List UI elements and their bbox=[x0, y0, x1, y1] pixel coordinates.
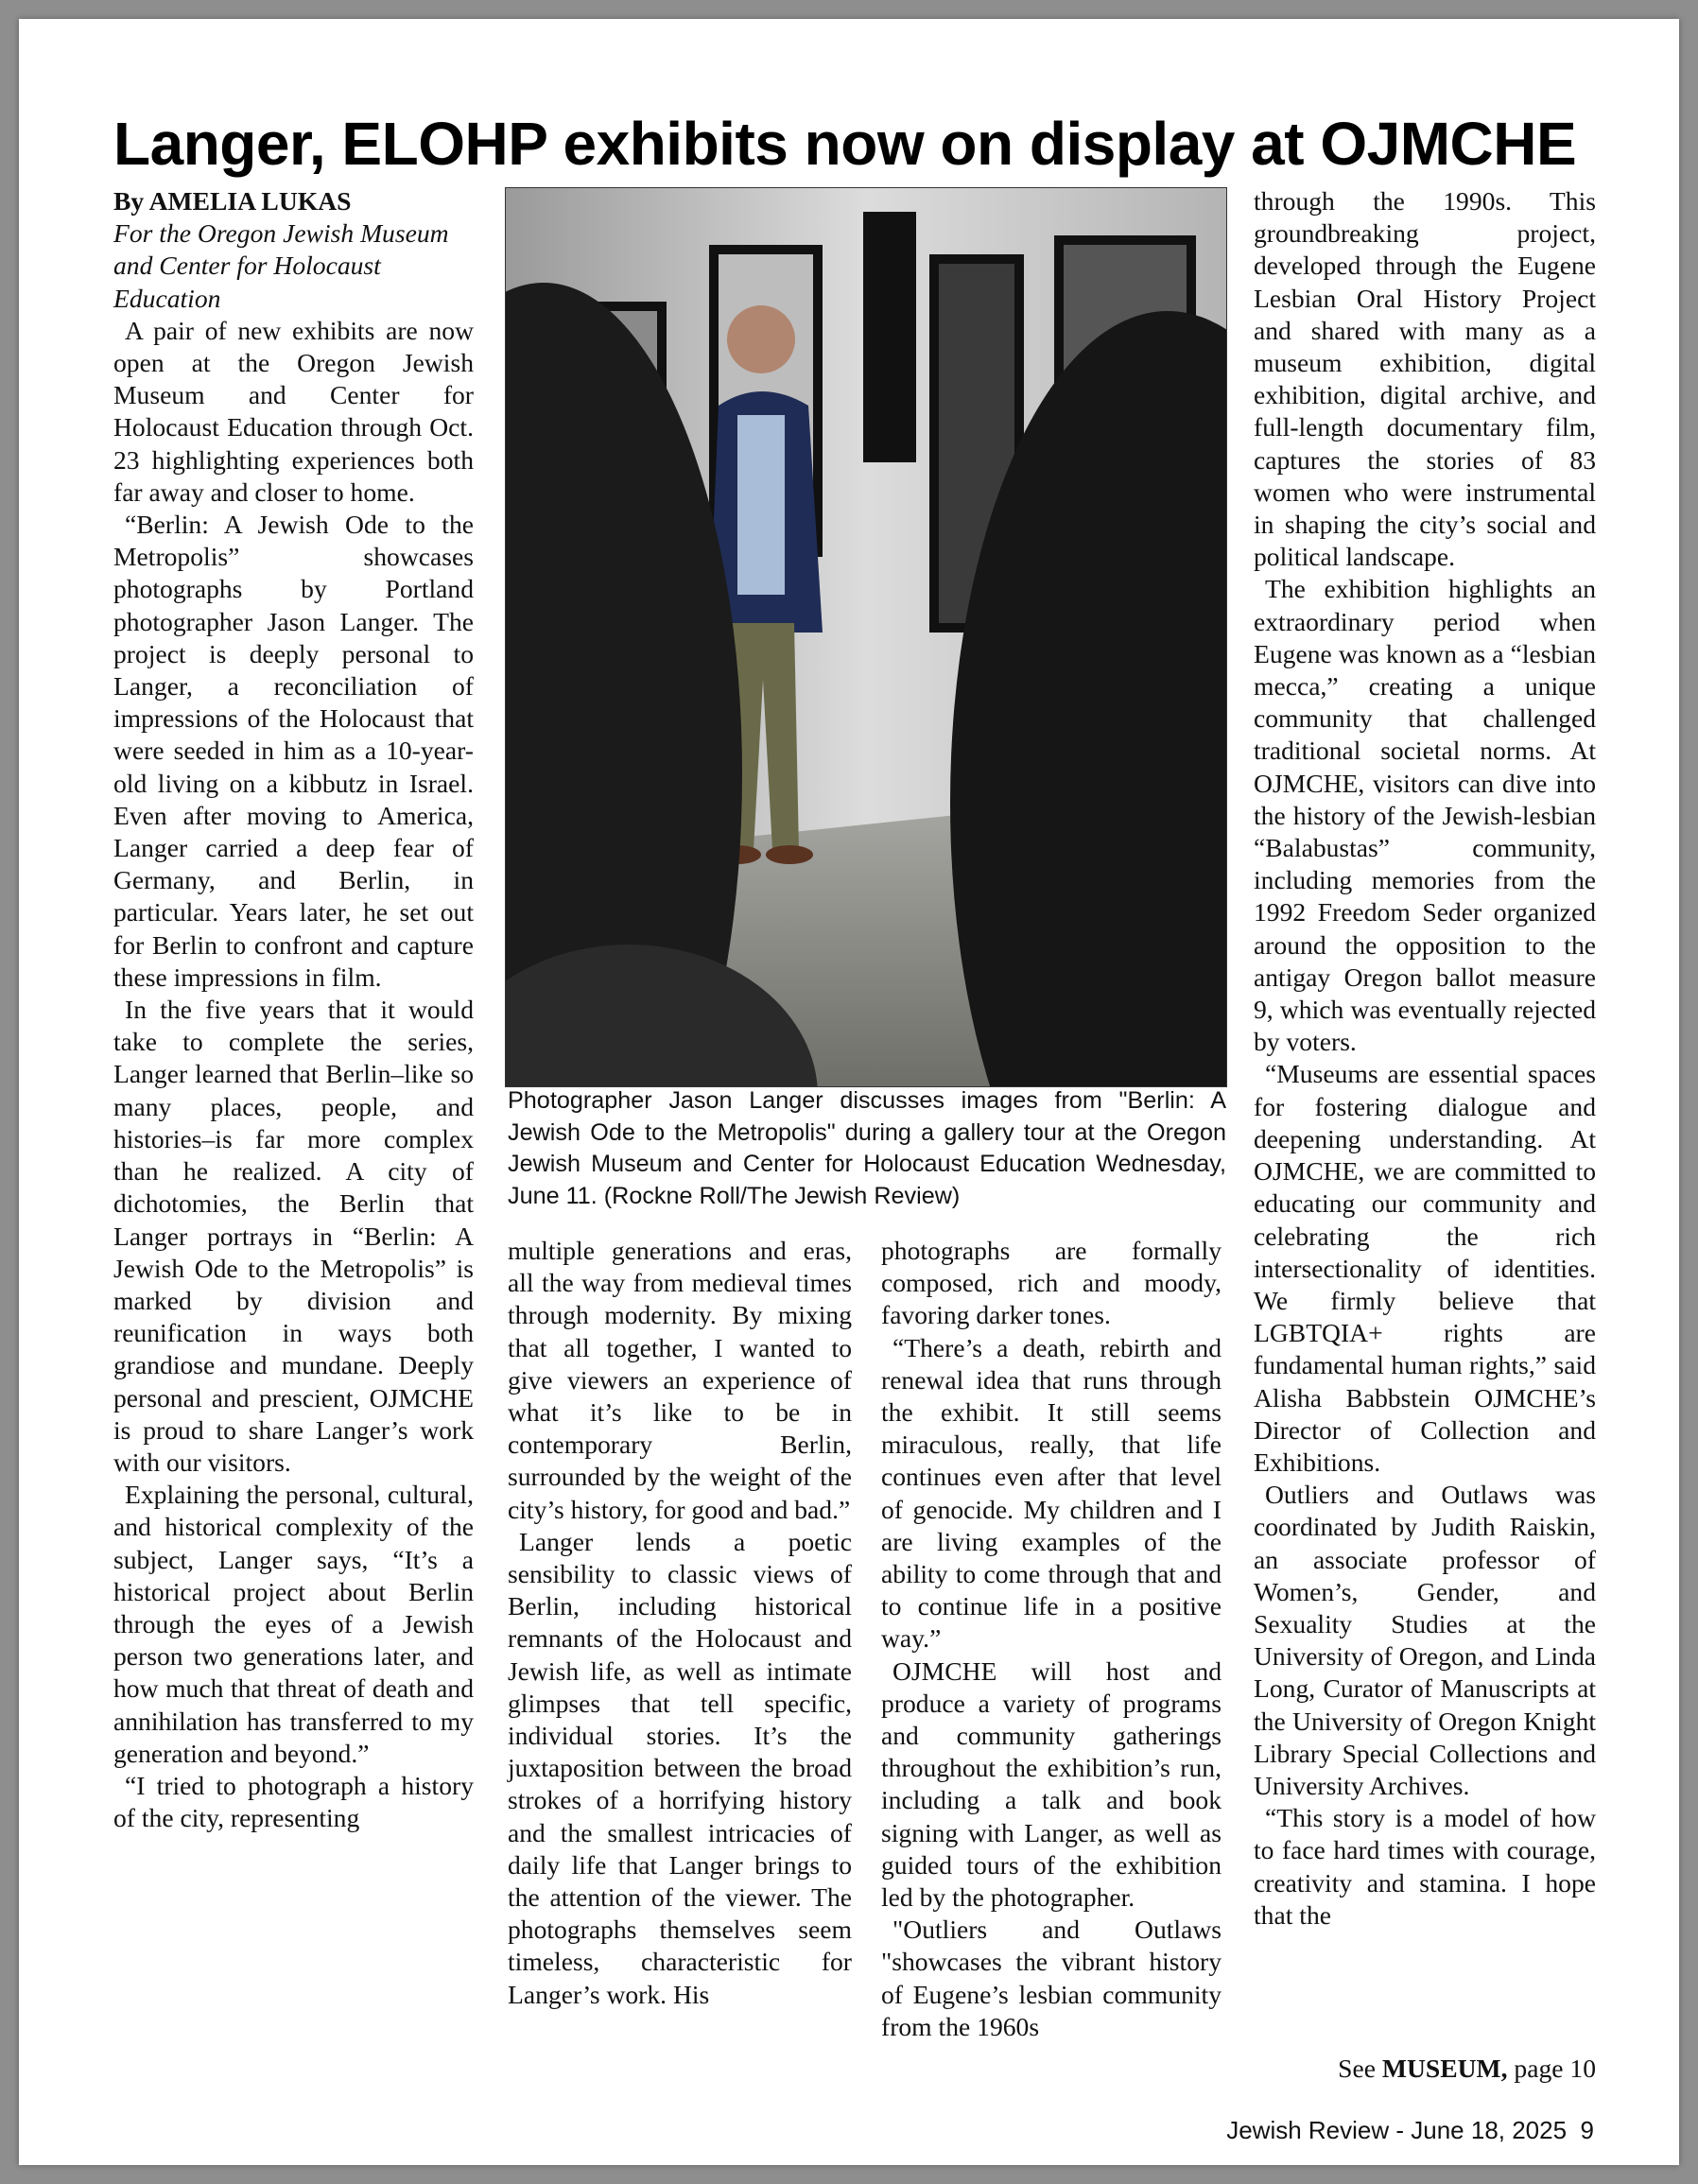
article-paragraph: “I tried to photograph a history of the city, representing bbox=[113, 1770, 474, 1833]
footer-publication-date: Jewish Review - June 18, 2025 bbox=[1226, 2116, 1568, 2144]
article-paragraph: “Berlin: A Jewish Ode to the Metropolis” showcases photographs by Portland photographer Jason Langer. The project is deeply personal to Langer, a reconciliation of impressions of the Holocaust that were seeded in him as a 10-year-old living on a kibbutz in Israel. Even after moving to America, Langer carried a deep fear of Germany, and Berlin, in particular. Years later, he set out for Berlin to confront and capture these impressions in film. bbox=[113, 510, 474, 992]
article-paragraph: through the 1990s. This groundbreaking project, developed through the Eugene Lesbian Oral History Project and shared with many as a museum exhibition, digital exhibition, digital archive, and full-length documentary film, captures the stories of 83 women who were instrumental in shaping the city’s social and political landscape. bbox=[1254, 186, 1596, 572]
article-paragraph: photographs are formally composed, rich and moody, favoring darker tones. bbox=[881, 1236, 1222, 1330]
continuation-prefix: See bbox=[1338, 2054, 1376, 2083]
gallery-photo-illustration bbox=[506, 188, 1226, 1086]
article-column-1 bbox=[113, 185, 474, 1834]
byline-author: AMELIA LUKAS bbox=[148, 186, 352, 216]
article-paragraph: "Outliers and Outlaws "showcases the vibrant history of Eugene’s lesbian community from the 1960s bbox=[881, 1915, 1222, 2041]
article-paragraph: A pair of new exhibits are now open at the Oregon Jewish Museum and Center for Holocaust Education through Oct. 23 highlighting experiences both far away and closer to home. bbox=[113, 315, 474, 507]
gallery-photo bbox=[505, 187, 1227, 1087]
article-paragraph: The exhibition highlights an extraordinary period when Eugene was known as a “lesbian mecca,” creating a unique community that challenged traditional societal norms. At OJMCHE, visitors can dive into the history of the Jewish-lesbian “Balabustas” community, including memories from the 1992 Freedom Seder organized around the opposition to the antigay Oregon ballot measure 9, which was eventually rejected by voters. bbox=[1254, 574, 1596, 1057]
photo-caption: Photographer Jason Langer discusses images from "Berlin: A Jewish Ode to the Metropolis" during a gallery tour at the Oregon Jewish Museum and Center for Holocaust Education Wednesday, June 11. (Rockne Roll/The Jewish Review) bbox=[508, 1087, 1226, 1209]
article-paragraph: In the five years that it would take to complete the series, Langer learned that Berlin–like so many places, people, and histories–is far more complex than he realized. A city of dichotomies, the Berlin that Langer portrays in “Berlin: A Jewish Ode to the Metropolis” is marked by division and reunification in ways both grandiose and mundane. Deeply personal and prescient, OJMCHE is proud to share Langer’s work with our visitors. bbox=[113, 995, 474, 1477]
article-column-2 bbox=[508, 1235, 852, 2011]
continuation-target: MUSEUM, bbox=[1381, 2054, 1508, 2083]
article-paragraph: “There’s a death, rebirth and renewal idea that runs through the exhibit. It still seems miraculous, really, that life continues even after that level of genocide. My children and I are living examples of the ability to come through that and to continue life in a positive way.” bbox=[881, 1332, 1222, 1654]
continuation-jump bbox=[1338, 2054, 1596, 2084]
article-paragraph: multiple generations and eras, all the way from medieval times through modernity. By mixing that all together, I wanted to give viewers an experience of what it’s like to be in contemporary Berlin, surrounded by the weight of the city’s history, for good and bad.” bbox=[508, 1236, 852, 1524]
article-paragraph: “Museums are essential spaces for fostering dialogue and deepening understanding. At OJMCHE, we are committed to educating our community and celebrating the rich intersectionality of identities. We firmly believe that LGBTQIA+ rights are fundamental human rights,” said Alisha Babbstein OJMCHE’s Director of Collection and Exhibitions. bbox=[1254, 1059, 1596, 1477]
continuation-page: page 10 bbox=[1514, 2054, 1596, 2083]
article-paragraph: Langer lends a poetic sensibility to classic views of Berlin, including historical remnants of the Holocaust and Jewish life, as well as intimate glimpses that tell specific, individual stories. It’s the juxtaposition between the broad strokes of a horrifying history and the smallest intricacies of daily life that Langer brings to the attention of the viewer. The photographs themselves seem timeless, characteristic for Langer’s work. His bbox=[508, 1526, 852, 2009]
page-footer bbox=[1226, 2116, 1594, 2145]
article-paragraph: “This story is a model of how to face hard times with courage, creativity and stamina. I hope that the bbox=[1254, 1803, 1596, 1930]
article-column-3 bbox=[881, 1235, 1222, 2043]
newspaper-page bbox=[19, 19, 1679, 2165]
headline: Langer, ELOHP exhibits now on display at OJMCHE bbox=[113, 110, 1577, 178]
footer-page-number: 9 bbox=[1580, 2116, 1594, 2144]
article-paragraph: OJMCHE will host and produce a variety of programs and community gatherings throughout the exhibition’s run, including a talk and book signing with Langer, as well as guided tours of the exhibition led by the photographer. bbox=[881, 1655, 1222, 1913]
article-paragraph: Outliers and Outlaws was coordinated by Judith Raiskin, an associate professor of Women’s, Gender, and Sexuality Studies at the University of Oregon, and Linda Long, Curator of Manuscripts at the University of Oregon Knight Library Special Collections and University Archives. bbox=[1254, 1480, 1596, 1800]
article-column-4 bbox=[1254, 185, 1596, 1932]
byline bbox=[113, 185, 474, 217]
byline-prefix: By bbox=[113, 186, 145, 216]
article-paragraph: Explaining the personal, cultural, and historical complexity of the subject, Langer says, “It’s a historical project about Berlin through the eyes of a Jewish person two generations later, and how much that threat of death and annihilation has transferred to my generation and beyond.” bbox=[113, 1480, 474, 1768]
byline-affiliation: For the Oregon Jewish Museum and Center for Holocaust Education bbox=[113, 218, 449, 313]
